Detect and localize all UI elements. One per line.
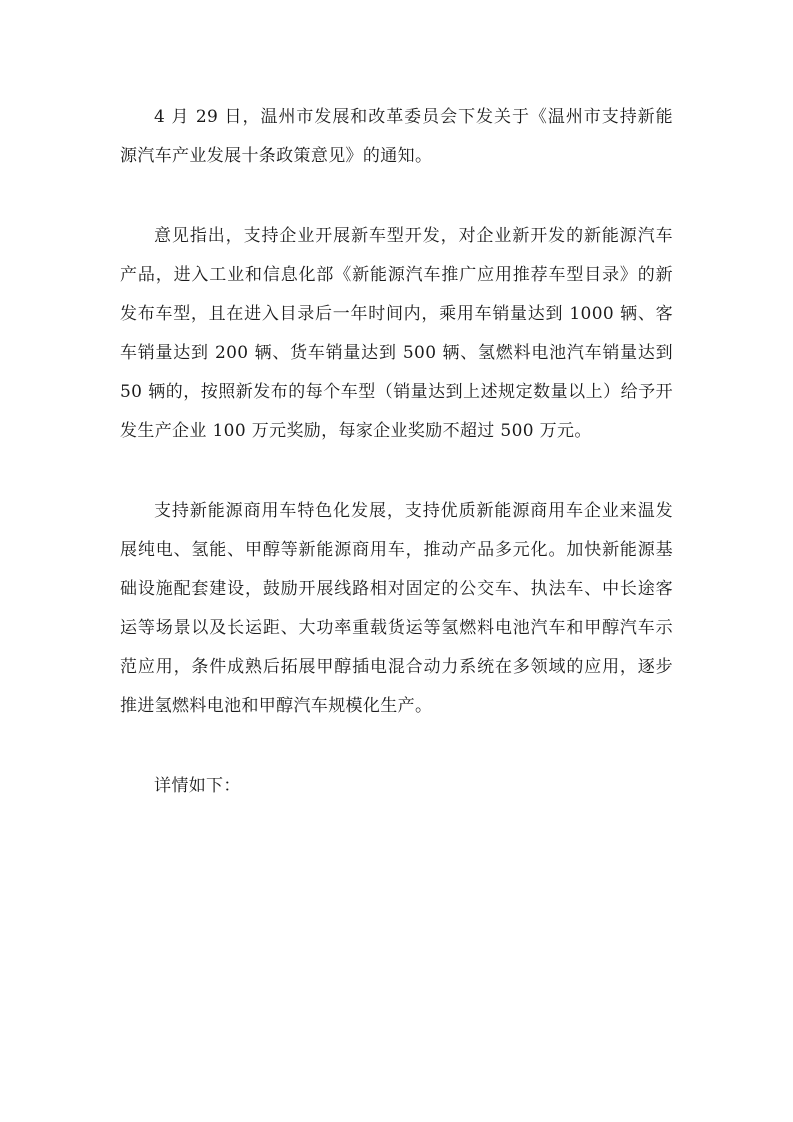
paragraph-commercial-vehicles: 支持新能源商用车特色化发展，支持优质新能源商用车企业来温发展纯电、氢能、甲醇等新能源商用车，推动产品多元化。加快新能源基础设施配套建设，鼓励开展线路相对固定的公交车、执法车、中长途客运等场景以及长运距、大功率重载货运等氢燃料电池汽车和甲醇汽车示范应用，条件成熟后拓展甲醇插电混合动力系统在多领域的应用，逐步推进氢燃料电池和甲醇汽车规模化生产。 [120, 501, 673, 716]
paragraph-details-intro: 详情如下： [154, 776, 241, 796]
document-page [120, 98, 673, 847]
paragraph-announcement: 4 月 29 日，温州市发展和改革委员会下发关于《温州市支持新能源汽车产业发展十条政策意见》的通知。 [120, 107, 673, 166]
paragraph-new-model-incentives: 意见指出，支持企业开展新车型开发，对企业新开发的新能源汽车产品，进入工业和信息化部《新能源汽车推广应用推荐车型目录》的新发布车型，且在进入目录后一年时间内，乘用车销量达到 1000 辆、客车销量达到 200 辆、货车销量达到 500 辆、氢燃料电池汽车销量达到 50 辆的，按照新发布的每个车型（销量达到上述规定数量以上）给予开发生产企业 100 万元奖励，每家企业奖励不超过 500 万元。 [120, 226, 673, 441]
